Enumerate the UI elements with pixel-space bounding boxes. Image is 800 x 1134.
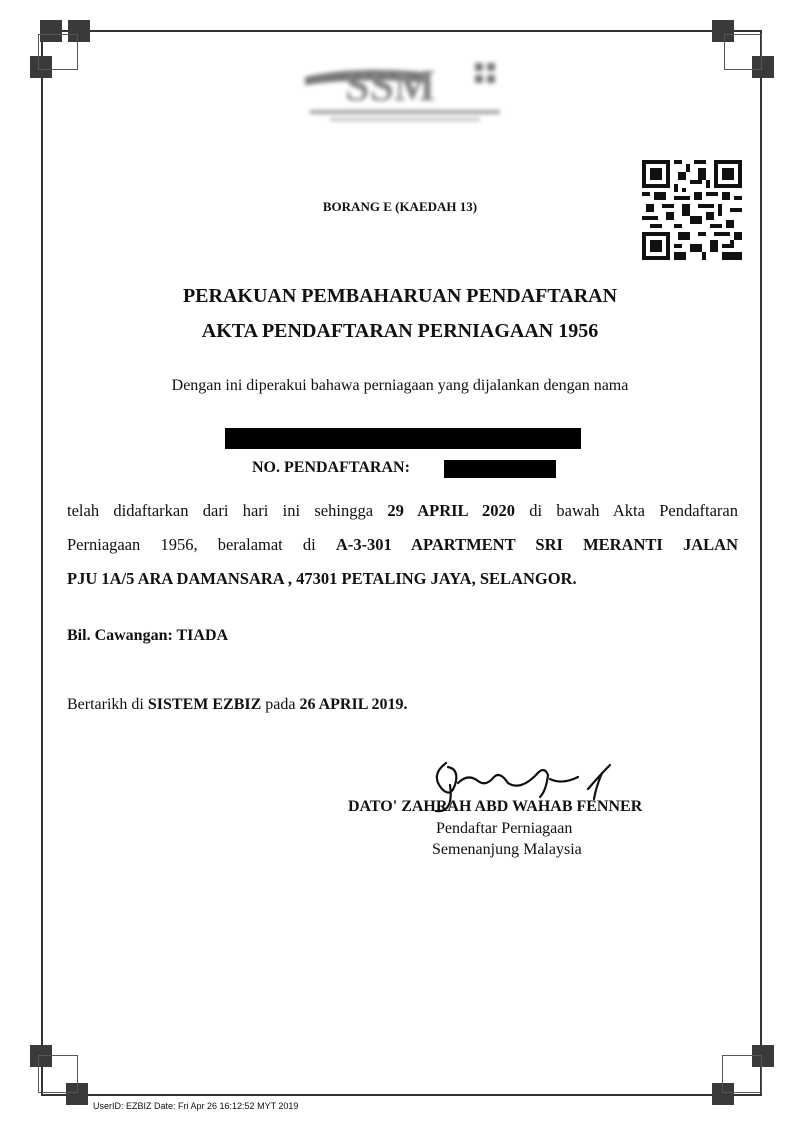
- corner-ornament-top-left: [30, 20, 80, 70]
- body-text: Perniagaan 1956, beralamat di: [67, 535, 316, 554]
- certificate-title-line2: AKTA PENDAFTARAN PERNIAGAAN 1956: [201, 320, 599, 342]
- body-text: di bawah Akta Pendaftaran: [529, 501, 738, 520]
- logo-lettering: SSM: [345, 61, 436, 110]
- expiry-date: 29 APRIL 2020: [387, 501, 515, 520]
- registration-label: NO. PENDAFTARAN:: [252, 459, 410, 476]
- ssm-logo-icon: [300, 55, 505, 125]
- address-line-2: PJU 1A/5 ARA DAMANSARA , 47301 PETALING JAYA, SELANGOR.: [67, 569, 577, 588]
- corner-ornament-bottom-right: [712, 1045, 762, 1095]
- dated-text: Bertarikh di: [67, 696, 144, 713]
- redacted-business-name: [225, 428, 581, 449]
- corner-ornament-bottom-left: [30, 1045, 80, 1095]
- branch-count: Bil. Cawangan: TIADA: [67, 627, 229, 644]
- body-line-2: [67, 528, 738, 562]
- corner-ornament-top-right: [712, 20, 762, 70]
- body-line-1: [67, 494, 738, 528]
- redacted-registration-number: [444, 460, 556, 478]
- dated-date: 26 APRIL 2019.: [299, 696, 408, 713]
- signatory-name: DATO' ZAHRAH ABD WAHAB FENNER: [348, 798, 643, 815]
- signatory-role-line2: Semenanjung Malaysia: [432, 841, 582, 858]
- footer-user-info: UserID: EZBIZ Date: Fri Apr 26 16:12:52 MYT 2019: [93, 1101, 299, 1111]
- dated-system: SISTEM EZBIZ: [147, 696, 262, 713]
- dated-line: [67, 696, 407, 714]
- signatory-role-line1: Pendaftar Perniagaan: [436, 820, 573, 837]
- form-label: BORANG E (KAEDAH 13): [322, 199, 478, 214]
- address-line-1: A-3-301 APARTMENT SRI MERANTI JALAN: [335, 535, 738, 554]
- certificate-title-line1: PERAKUAN PEMBAHARUAN PENDAFTARAN: [182, 285, 618, 307]
- intro-text: Dengan ini diperakui bahawa perniagaan yang dijalankan dengan nama: [171, 377, 629, 394]
- dated-text: pada: [265, 696, 296, 713]
- body-text: telah didaftarkan dari hari ini sehingga: [67, 501, 374, 520]
